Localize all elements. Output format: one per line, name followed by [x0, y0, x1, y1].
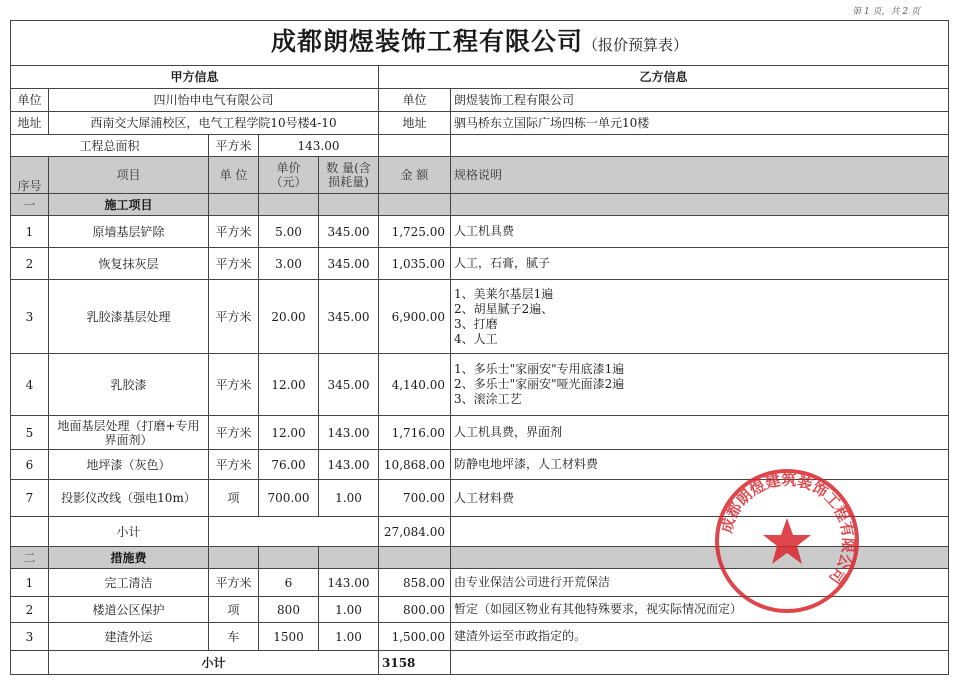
row-spec: [451, 248, 949, 280]
subtotal-row: [11, 517, 949, 547]
row-spec: [451, 450, 949, 480]
row-amount: 800.00: [379, 597, 451, 623]
party-b-unit-value: 朗煜装饰工程有限公司: [451, 89, 949, 112]
row-price: 76.00: [259, 450, 319, 480]
row-qty: 143.00: [319, 450, 379, 480]
row-price: 5.00: [259, 216, 319, 248]
table-row: [11, 623, 949, 651]
spec-line: 人工机具费，界面剂: [454, 425, 563, 439]
spec-line: 由专业保洁公司进行开荒保洁: [454, 575, 611, 589]
empty-cell: [451, 517, 949, 547]
spec-line: 1、多乐士"家丽安"专用底漆1遍: [454, 362, 625, 376]
row-item: 楼道公区保护: [49, 597, 209, 623]
spec-line: 人工机具费: [454, 224, 515, 238]
party-a-unit-value: 四川怡申电气有限公司: [49, 89, 379, 112]
row-seq: 7: [11, 480, 49, 517]
document-title: [11, 21, 949, 66]
empty-cell: [209, 547, 259, 569]
row-spec: [451, 280, 949, 354]
company-title: 成都朗煜装饰工程有限公司: [271, 26, 584, 56]
row-unit: 车: [209, 623, 259, 651]
row-qty: 143.00: [319, 569, 379, 597]
spec-line: 4、人工: [454, 331, 498, 346]
total-area-value: 143.00: [259, 135, 379, 157]
row-item: 原墙基层铲除: [49, 216, 209, 248]
row-seq: 5: [11, 416, 49, 450]
col-seq-header: 序号: [11, 157, 49, 194]
row-item: 投影仪改线（强电10m）: [49, 480, 209, 517]
spec-line: 2、胡星腻子2遍、: [454, 301, 554, 316]
party-a-address-label: 地址: [11, 112, 49, 135]
row-seq: 4: [11, 354, 49, 416]
row-amount: 6,900.00: [379, 280, 451, 354]
section1-rows: [11, 216, 949, 517]
row-amount: 10,868.00: [379, 450, 451, 480]
row-spec: [451, 216, 949, 248]
row-qty: 345.00: [319, 248, 379, 280]
spec-line: 人工材料费: [454, 490, 515, 505]
spec-line: 暂定（如园区物业有其他特殊要求，视实际情况而定）: [454, 602, 743, 616]
empty-cell: [319, 194, 379, 216]
empty-cell: [11, 517, 49, 547]
unit-row: [11, 89, 949, 112]
table-row: [11, 450, 949, 480]
row-price: 1500: [259, 623, 319, 651]
empty-cell: [379, 135, 451, 157]
spec-line: 2、多乐士"家丽安"哑光面漆2遍: [454, 377, 625, 391]
spec-line: 3、打磨: [454, 316, 498, 331]
row-qty: 345.00: [319, 280, 379, 354]
spec-line: 1、美莱尔基层1遍: [454, 286, 554, 301]
row-qty: 345.00: [319, 216, 379, 248]
empty-cell: [379, 547, 451, 569]
row-price: 3.00: [259, 248, 319, 280]
row-amount: 1,725.00: [379, 216, 451, 248]
row-price: 20.00: [259, 280, 319, 354]
row-qty: 345.00: [319, 354, 379, 416]
row-unit: 项: [209, 480, 259, 517]
empty-cell: [451, 547, 949, 569]
row-seq: 1: [11, 216, 49, 248]
row-unit: 平方米: [209, 450, 259, 480]
party-a-header: 甲方信息: [11, 66, 379, 89]
page-number: 第 1 页，共 2 页: [852, 7, 920, 17]
total-area-unit: 平方米: [209, 135, 259, 157]
empty-cell: [259, 194, 319, 216]
empty-cell: [451, 651, 949, 675]
row-unit: 平方米: [209, 248, 259, 280]
col-qty-header: 数 量(含损耗量): [319, 157, 379, 194]
empty-cell: [451, 135, 949, 157]
row-qty: 1.00: [319, 623, 379, 651]
col-amount-header: 金 额: [379, 157, 451, 194]
row-spec: [451, 416, 949, 450]
section-title: 施工项目: [49, 194, 209, 216]
table-row: [11, 354, 949, 416]
row-seq: 3: [11, 623, 49, 651]
party-b-address-value: 驷马桥东立国际广场四栋一单元10楼: [451, 112, 949, 135]
row-amount: 1,716.00: [379, 416, 451, 450]
section-seq: 一: [11, 194, 49, 216]
spec-line: 建渣外运至市政指定的。: [454, 629, 587, 643]
row-price: 12.00: [259, 354, 319, 416]
row-amount: 1,500.00: [379, 623, 451, 651]
empty-cell: [319, 547, 379, 569]
subtotal-label: 小计: [49, 517, 209, 547]
row-spec: [451, 354, 949, 416]
document-subtitle: （报价预算表）: [583, 35, 689, 54]
col-item-header: 项目: [49, 157, 209, 194]
row-unit: 平方米: [209, 569, 259, 597]
empty-cell: [11, 651, 49, 675]
row-spec: [451, 597, 949, 623]
subtotal-label: 小计: [49, 651, 379, 675]
row-qty: 1.00: [319, 480, 379, 517]
area-row: [11, 135, 949, 157]
subtotal-row: [11, 651, 949, 675]
col-unit-header: 单 位: [209, 157, 259, 194]
row-unit: 平方米: [209, 354, 259, 416]
section-row: [11, 547, 949, 569]
row-item: 乳胶漆: [49, 354, 209, 416]
section-seq: 二: [11, 547, 49, 569]
row-spec: [451, 623, 949, 651]
table-row: [11, 480, 949, 517]
party-header-row: [11, 66, 949, 89]
spec-line: 防静电地坪漆，人工材料费: [454, 457, 599, 471]
col-price-header: 单价（元）: [259, 157, 319, 194]
row-amount: 4,140.00: [379, 354, 451, 416]
title-row: [11, 21, 949, 66]
table-row: [11, 416, 949, 450]
col-spec-header: 规格说明: [451, 157, 949, 194]
row-qty: 143.00: [319, 416, 379, 450]
section2-rows: [11, 569, 949, 651]
row-unit: 项: [209, 597, 259, 623]
row-price: 700.00: [259, 480, 319, 517]
table-row: [11, 280, 949, 354]
row-item: 建渣外运: [49, 623, 209, 651]
spec-line: 3、滚涂工艺: [454, 392, 522, 406]
empty-cell: [259, 547, 319, 569]
party-b-header: 乙方信息: [379, 66, 949, 89]
row-amount: 700.00: [379, 480, 451, 517]
row-item: 乳胶漆基层处理: [49, 280, 209, 354]
row-price: 800: [259, 597, 319, 623]
row-price: 6: [259, 569, 319, 597]
table-row: [11, 569, 949, 597]
row-spec: [451, 569, 949, 597]
row-seq: 6: [11, 450, 49, 480]
row-unit: 平方米: [209, 216, 259, 248]
empty-cell: [209, 194, 259, 216]
party-b-unit-label: 单位: [379, 89, 451, 112]
party-a-unit-label: 单位: [11, 89, 49, 112]
table-row: [11, 248, 949, 280]
empty-cell: [379, 194, 451, 216]
row-item: 地面基层处理（打磨+专用界面剂）: [49, 416, 209, 450]
row-item: 地坪漆（灰色）: [49, 450, 209, 480]
row-seq: 1: [11, 569, 49, 597]
quotation-table: [10, 20, 949, 675]
quotation-sheet: [10, 20, 948, 675]
spec-line: 人工，石膏，腻子: [454, 256, 551, 270]
table-row: [11, 597, 949, 623]
row-seq: 2: [11, 597, 49, 623]
total-area-label: 工程总面积: [11, 135, 209, 157]
row-seq: 2: [11, 248, 49, 280]
section-title: 措施费: [49, 547, 209, 569]
row-price: 12.00: [259, 416, 319, 450]
row-qty: 1.00: [319, 597, 379, 623]
section-row: [11, 194, 949, 216]
row-item: 恢复抹灰层: [49, 248, 209, 280]
column-header-row: [11, 157, 949, 194]
empty-cell: [451, 194, 949, 216]
row-unit: 平方米: [209, 416, 259, 450]
row-amount: 1,035.00: [379, 248, 451, 280]
row-spec: [451, 480, 949, 517]
row-item: 完工清洁: [49, 569, 209, 597]
address-row: [11, 112, 949, 135]
subtotal-value: 27,084.00: [379, 517, 451, 547]
row-amount: 858.00: [379, 569, 451, 597]
seal-text: 成都朗煜建筑装饰工程有限公司: [717, 470, 858, 588]
subtotal-value: 3158: [379, 651, 451, 675]
party-a-address-value: 西南交大犀浦校区，电气工程学院10号楼4-10: [49, 112, 379, 135]
empty-cell: [209, 517, 379, 547]
row-unit: 平方米: [209, 280, 259, 354]
row-seq: 3: [11, 280, 49, 354]
table-row: [11, 216, 949, 248]
party-b-address-label: 地址: [379, 112, 451, 135]
